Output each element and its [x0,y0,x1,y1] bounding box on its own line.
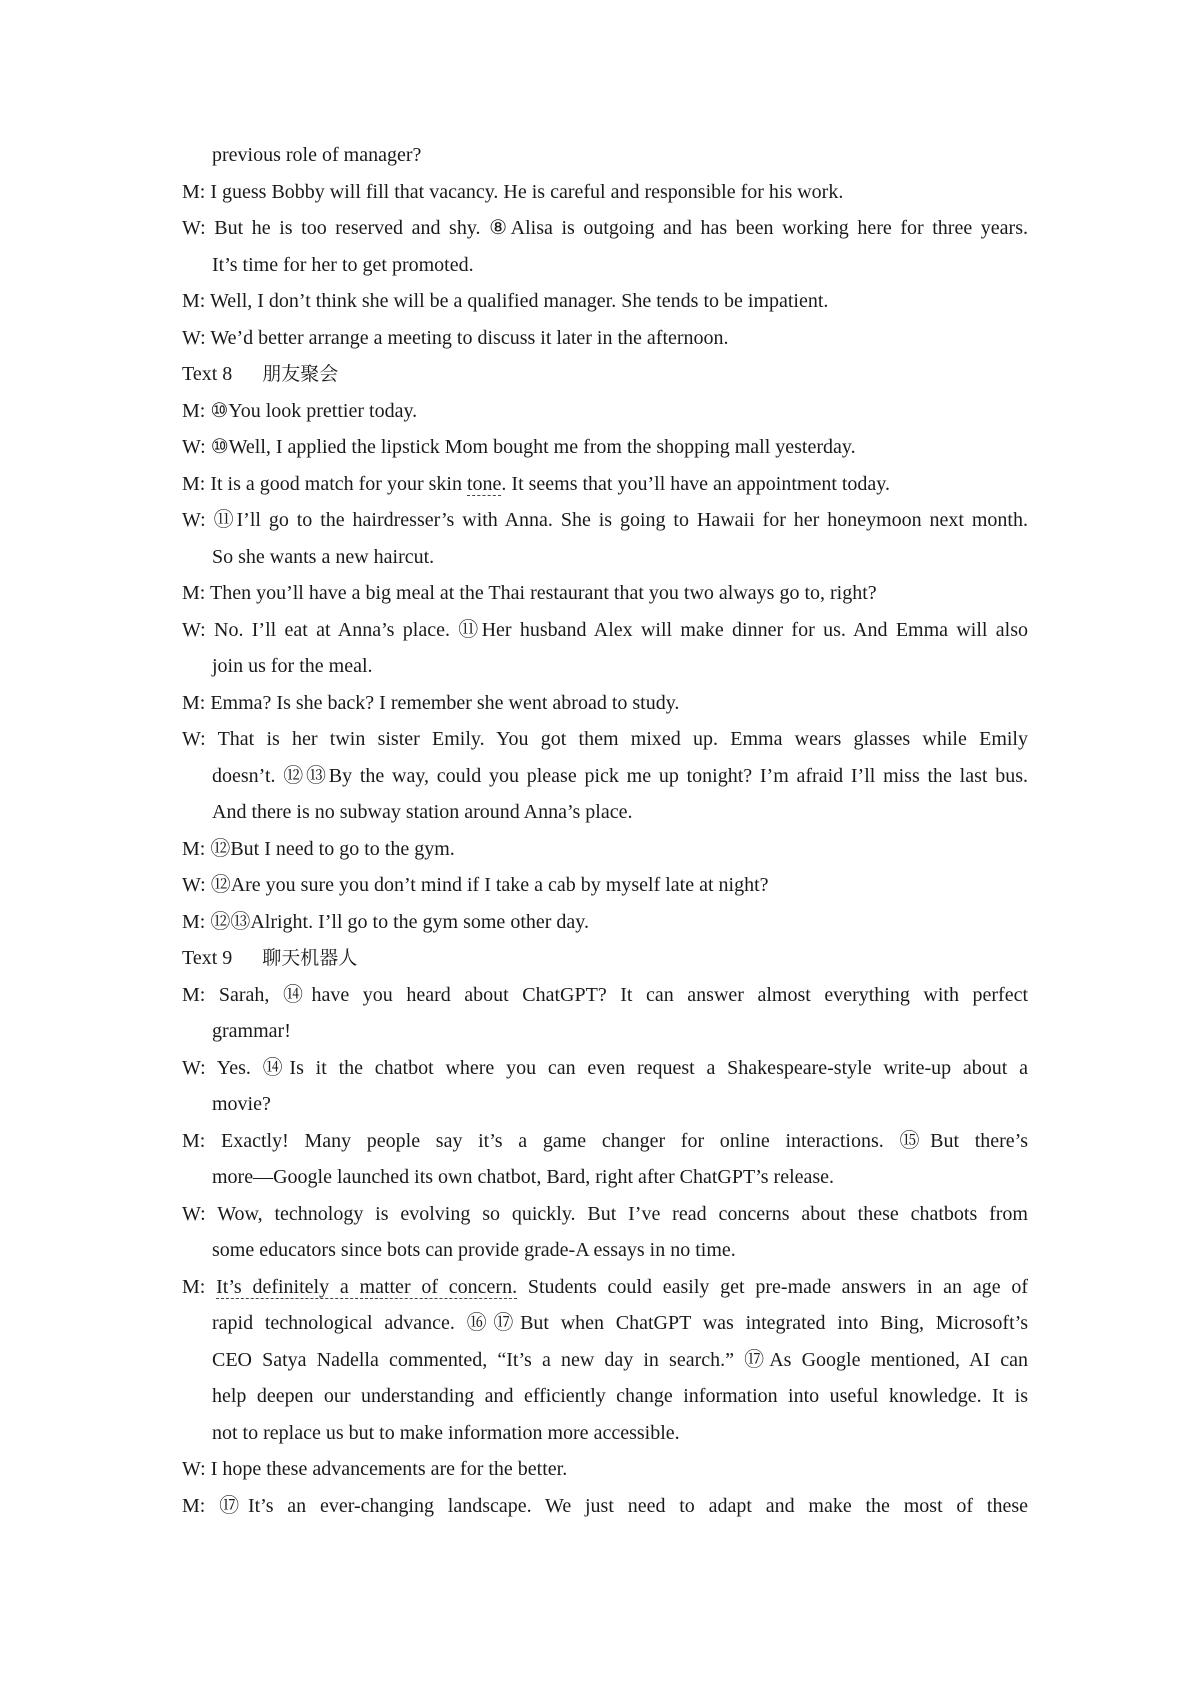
transcript-line [182,867,1028,903]
transcript-line [212,1086,1028,1122]
section-number: Text 8 [182,363,233,385]
transcript-line [212,794,1028,830]
line-text: ⑩You look prettier today. [210,399,418,422]
transcript-line [182,1488,1028,1524]
speaker-label: M: [182,1275,217,1298]
transcript-line [182,1451,1028,1487]
line-text: It is a good match for your skin tone. It seems that you’ll have an appointment today. [210,472,891,495]
line-text: ⑫Are you sure you don’t mind if I take a cab by myself late at night? [210,874,769,896]
speaker-label: W: [182,728,218,750]
line-text: Yes. ⑭Is it the chatbot where you can even request a Shakespeare-style write-up about a [216,1056,1029,1079]
transcript-line [212,1159,1028,1195]
line-text: Sarah, ⑭have you heard about ChatGPT? It can answer almost everything with perfect [218,983,1029,1006]
line-text: ⑩Well, I applied the lipstick Mom bought me from the shopping mall yesterday. [210,436,856,458]
transcript-line [182,831,1028,867]
line-text: not to replace us but to make information more accessible. [212,1421,680,1444]
speaker-label: W: [182,436,211,458]
transcript-line [182,174,1028,210]
speaker-label: M: [182,1129,222,1152]
line-text: doesn’t. ⑫⑬By the way, could you please pick me up tonight? I’m afraid I’ll miss the last bus. [212,764,1028,787]
transcript-line [182,210,1028,246]
transcript-line [212,1232,1028,1268]
transcript-line [182,721,1028,757]
transcript-line [182,502,1028,538]
speaker-label: M: [182,582,210,604]
line-text: ⑪I’ll go to the hairdresser’s with Anna. She is going to Hawaii for her honeymoon next month. [213,509,1028,531]
transcript-line [212,1305,1028,1341]
transcript-line [182,1123,1028,1159]
speaker-label: M: [182,691,211,714]
line-text: It’s time for her to get promoted. [212,253,474,276]
line-text: I hope these advancements are for the better. [210,1458,568,1480]
transcript-line [182,685,1028,721]
transcript-line [182,1269,1028,1305]
transcript-line [182,904,1028,940]
transcript-line [182,1196,1028,1232]
line-text: grammar! [212,1020,291,1042]
section-heading [182,356,1028,392]
speaker-label: M: [182,180,211,203]
section-number: Text 9 [182,947,233,969]
transcript-line [182,612,1028,648]
speaker-label: W: [182,1202,218,1225]
transcript-line [212,648,1028,684]
transcript-line [182,575,1028,611]
line-text: previous role of manager? [212,144,422,166]
transcript-line [212,1415,1028,1451]
line-text: some educators since bots can provide grade-A essays in no time. [212,1239,736,1261]
line-text: rapid technological advance. ⑯⑰But when ChatGPT was integrated into Bing, Microsoft’s [212,1312,1028,1334]
line-text: I guess Bobby will fill that vacancy. He is careful and responsible for his work. [210,180,844,203]
transcript-line [212,1378,1028,1414]
transcript-line [182,283,1028,319]
line-text: Well, I don’t think she will be a qualified manager. She tends to be impatient. [209,290,829,312]
speaker-label: W: [182,1458,211,1480]
line-text: ⑰It’s an ever-changing landscape. We just need to adapt and make the most of these [219,1494,1028,1517]
line-text: movie? [212,1093,271,1115]
transcript-line [182,393,1028,429]
line-text: No. I’ll eat at Anna’s place. ⑪Her husband Alex will make dinner for us. And Emma will also [214,618,1028,641]
speaker-label: M: [182,983,219,1006]
speaker-label: M: [182,290,210,312]
line-text: help deepen our understanding and efficiently change information into useful knowledge. It is [212,1385,1028,1407]
section-heading [182,940,1028,976]
underlined-phrase: It’s definitely a matter of concern. [216,1275,518,1298]
speaker-label: W: [182,326,211,349]
transcript-line [212,137,1028,173]
transcript-line [182,320,1028,356]
line-text: Then you’ll have a big meal at the Thai restaurant that you two always go to, right? [209,582,877,604]
line-text: So she wants a new haircut. [212,545,435,568]
transcript-line [182,466,1028,502]
line-text: And there is no subway station around Anna’s place. [212,801,633,823]
speaker-label: W: [182,1056,217,1079]
line-text: Wow, technology is evolving so quickly. But I’ve read concerns about these chatbots from [217,1202,1028,1225]
transcript-line [212,758,1028,794]
speaker-label: W: [182,874,211,896]
speaker-label: M: [182,399,211,422]
transcript-line [212,1342,1028,1378]
underlined-phrase: tone [466,472,502,495]
line-text: It’s definitely a matter of concern. Students could easily get pre-made answers in an age of [216,1275,1029,1298]
transcript-line [182,429,1028,465]
line-text: But he is too reserved and shy. ⑧Alisa is outgoing and has been working here for three years. [214,217,1028,239]
speaker-label: W: [182,217,215,239]
speaker-label: W: [182,618,215,641]
transcript-line [182,1050,1028,1086]
line-text: ⑫⑬Alright. I’ll go to the gym some other day. [210,910,589,933]
line-text: more—Google launched its own chatbot, Bard, right after ChatGPT’s release. [212,1166,835,1188]
speaker-label: W: [182,509,214,531]
transcript-line [182,977,1028,1013]
line-text: CEO Satya Nadella commented, “It’s a new day in search.” ⑰As Google mentioned, AI can [212,1348,1028,1371]
transcript-line [212,1013,1028,1049]
line-text: ⑫But I need to go to the gym. [210,837,455,860]
section-title: 朋友聚会 [262,363,339,385]
transcript-line [212,247,1028,283]
line-text: That is her twin sister Emily. You got them mixed up. Emma wears glasses while Emily [217,728,1028,750]
speaker-label: M: [182,472,211,495]
line-text: join us for the meal. [212,655,373,677]
transcript-line [212,539,1028,575]
speaker-label: M: [182,837,211,860]
line-text: Exactly! Many people say it’s a game changer for online interactions. ⑮But there’s [221,1129,1029,1152]
section-title: 聊天机器人 [262,947,358,969]
line-text: We’d better arrange a meeting to discuss it later in the afternoon. [210,326,729,349]
speaker-label: M: [182,910,211,933]
line-text: Emma? Is she back? I remember she went abroad to study. [210,691,680,714]
speaker-label: M: [182,1494,220,1517]
